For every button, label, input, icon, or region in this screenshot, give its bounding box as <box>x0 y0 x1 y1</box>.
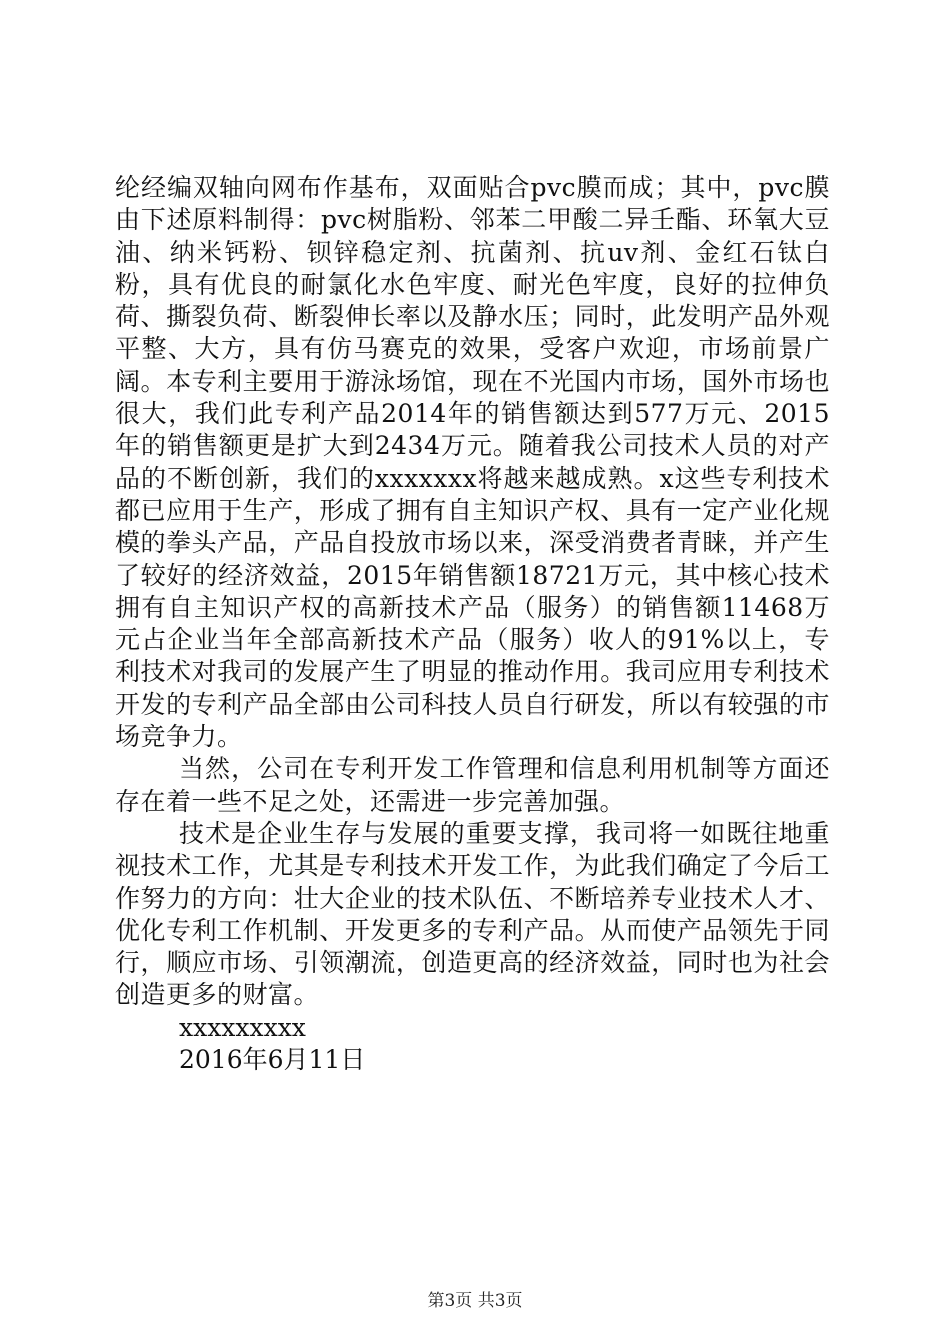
signature-date: 2016年6月11日 <box>179 1045 366 1075</box>
page-footer: 第3页 共3页 <box>427 1291 523 1311</box>
signature-name: xxxxxxxxx <box>179 1012 306 1042</box>
paragraph-future-direction: 技术是企业生存与发展的重要支撑，我司将一如既往地重视技术工作，尤其是专利技术开发工作，为此我们确定了今后工作努力的方向：壮大企业的技术队伍、不断培养专业技术人才、优化专利工作机制、开发更多的专利产品。从而使产品领先于同行，顺应市场、引领潮流，创造更高的经济效益，同时也为社会创造更多的财富。 <box>115 818 830 1010</box>
paragraph-shortcomings: 当然，公司在专利开发工作管理和信息利用机制等方面还存在着一些不足之处，还需进一步完善加强。 <box>115 754 830 816</box>
paragraph-continued: 纶经编双轴向网布作基布，双面贴合pvc膜而成；其中，pvc膜由下述原料制得：pvc树脂粉、邻苯二甲酸二异壬酯、环氧大豆油、纳米钙粉、钡锌稳定剂、抗菌剂、抗uv剂、金红石钛白粉，具有优良的耐氯化水色牢度、耐光色牢度，良好的拉伸负荷、撕裂负荷、断裂伸长率以及静水压；同时，此发明产品外观平整、大方，具有仿马赛克的效果，受客户欢迎，市场前景广阔。本专利主要用于游泳场馆，现在不光国内市场，国外市场也很大，我们此专利产品2014年的销售额达到577万元、2015年的销售额更是扩大到2434万元。随着我公司技术人员的对产品的不断创新，我们的xxxxxxx将越来越成熟。x这些专利技术都已应用于生产，形成了拥有自主知识产权、具有一定产业化规模的拳头产品，产品自投放市场以来，深受消费者青睐，并产生了较好的经济效益，2015年销售额18721万元，其中核心技术拥有自主知识产权的高新技术产品（服务）的销售额11468万元占企业当年全部高新技术产品（服务）收人的91%以上，专利技术对我司的发展产生了明显的推动作用。我司应用专利技术开发的专利产品全部由公司科技人员自行研发，所以有较强的市场竞争力。 <box>115 173 830 752</box>
document-body <box>115 172 830 1076</box>
